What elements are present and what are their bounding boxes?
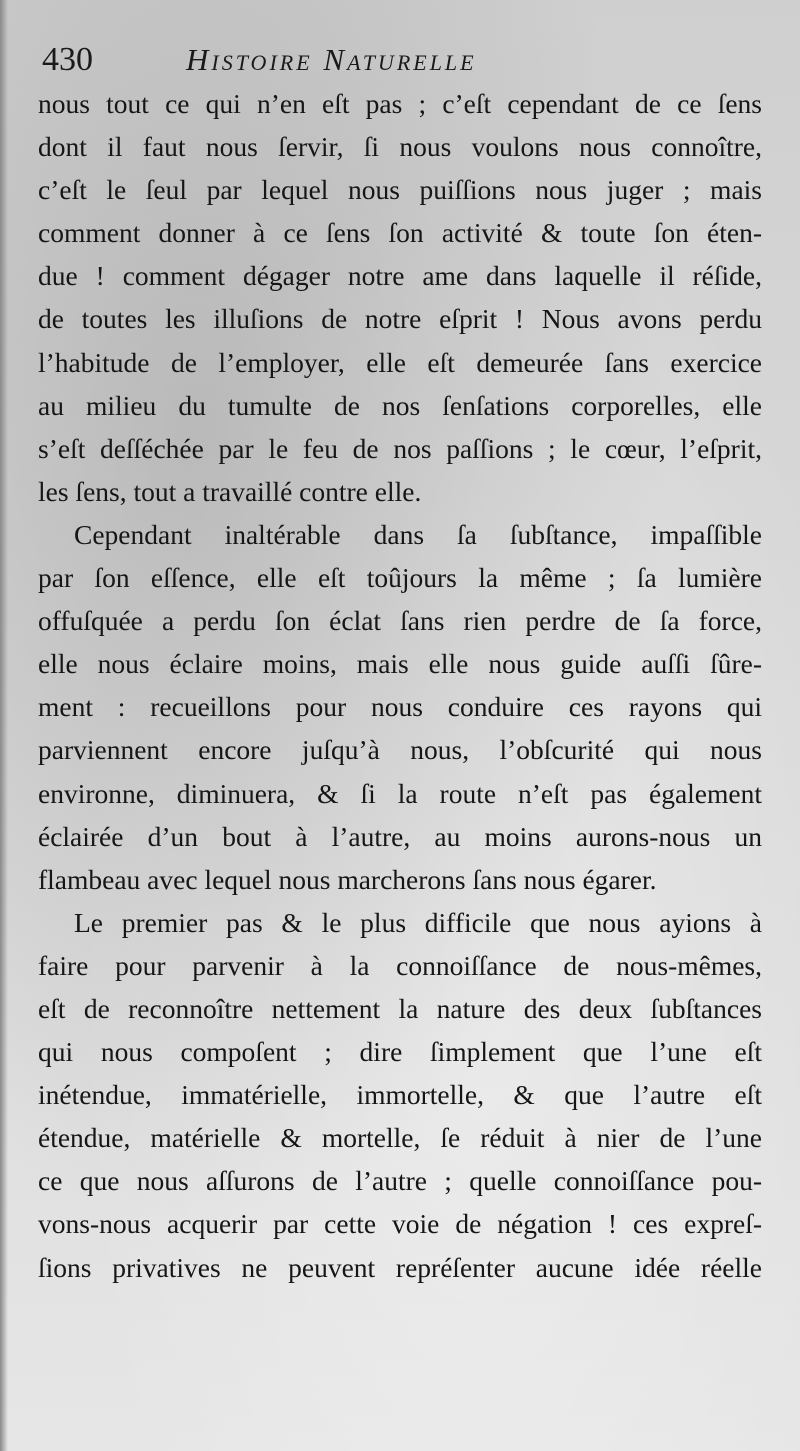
text-line: Le premier pas & le plus difficile que nous ayions à	[74, 906, 762, 938]
text-line: elle nous éclaire moins, mais elle nous guide auſſi ſûre-	[38, 648, 762, 680]
text-line: Cependant inaltérable dans ſa ſubſtance, impaſſible	[74, 518, 762, 550]
page-header	[36, 40, 760, 80]
text-line: dont il faut nous ſervir, ſi nous voulons nous connoître,	[38, 131, 762, 163]
text-line: ment : recueillons pour nous conduire ces rayons qui	[38, 691, 762, 723]
text-line: de toutes les illuſions de notre eſprit ! Nous avons perdu	[38, 303, 762, 335]
text-line: inétendue, immatérielle, immortelle, & que l’autre eſt	[38, 1079, 762, 1111]
page-number: 430	[42, 41, 93, 78]
body-text	[38, 82, 762, 1289]
text-line: flambeau avec lequel nous marcherons ſans nous égarer.	[38, 863, 657, 895]
text-line: due ! comment dégager notre ame dans laquelle il réſide,	[38, 260, 762, 292]
text-line: par ſon eſſence, elle eſt toûjours la même ; ſa lumière	[38, 562, 762, 594]
text-line: s’eſt deſſéchée par le feu de nos paſſions ; le cœur, l’eſprit,	[38, 432, 762, 464]
paragraph-3	[38, 901, 762, 1289]
text-line: comment donner à ce ſens ſon activité & toute ſon éten-	[38, 217, 762, 249]
text-line: eſt de reconnoître nettement la nature des deux ſubſtances	[38, 992, 762, 1024]
text-line: offuſquée a perdu ſon éclat ſans rien perdre de ſa force,	[38, 605, 762, 637]
text-line: ce que nous aſſurons de l’autre ; quelle connoiſſance pou-	[38, 1165, 762, 1197]
text-line: étendue, matérielle & mortelle, ſe réduit à nier de l’une	[38, 1122, 762, 1154]
text-line: éclairée d’un bout à l’autre, au moins aurons-nous un	[38, 820, 762, 852]
text-line: ſions privatives ne peuvent repréſenter aucune idée réelle	[38, 1251, 762, 1283]
text-line: faire pour parvenir à la connoiſſance de nous-mêmes,	[38, 949, 762, 981]
text-line: parviennent encore juſqu’à nous, l’obſcurité qui nous	[38, 734, 762, 766]
running-title: Histoire Naturelle	[186, 42, 477, 77]
text-line: nous tout ce qui n’en eſt pas ; c’eſt cependant de ce ſens	[38, 88, 762, 119]
text-line: les ſens, tout a travaillé contre elle.	[38, 475, 422, 507]
paragraph-1	[38, 82, 762, 513]
text-line: l’habitude de l’employer, elle eſt demeurée ſans exercice	[38, 346, 762, 378]
text-line: environne, diminuera, & ſi la route n’eſt pas également	[38, 777, 762, 809]
text-line: vons-nous acquerir par cette voie de négation ! ces expreſ-	[38, 1208, 762, 1240]
paragraph-2	[38, 513, 762, 901]
text-line: c’eſt le ſeul par lequel nous puiſſions nous juger ; mais	[38, 174, 762, 206]
text-line: qui nous compoſent ; dire ſimplement que l’une eſt	[38, 1036, 762, 1068]
text-line: au milieu du tumulte de nos ſenſations corporelles, elle	[38, 389, 762, 421]
